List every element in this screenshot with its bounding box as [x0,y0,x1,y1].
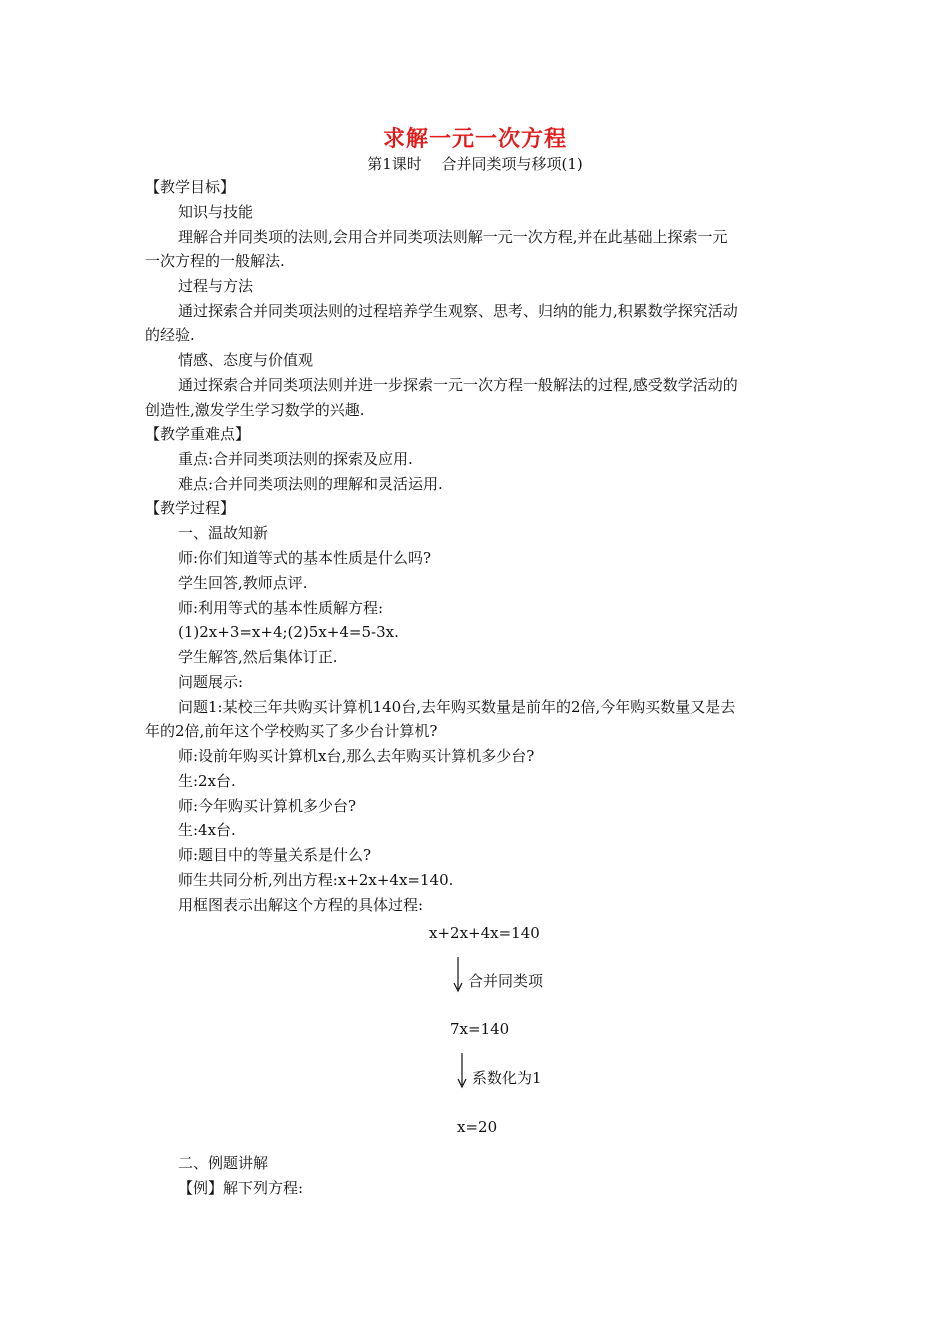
paragraph-line: 师:设前年购买计算机x台,那么去年购买计算机多少台? [178,747,535,765]
paragraph-line: 师生共同分析,列出方程:x+2x+4x=140. [178,871,454,889]
section-heading-objectives: 【教学目标】 [145,178,236,196]
paragraph-line: 师:利用等式的基本性质解方程: [178,599,384,617]
paragraph-line: 理解合并同类项的法则,会用合并同类项法则解一元一次方程,并在此基础上探索一元 [178,228,728,246]
paragraph-line: 的经验. [145,326,195,344]
paragraph-line: 师:今年购买计算机多少台? [178,797,357,815]
paragraph-line: 重点:合并同类项法则的探索及应用. [178,450,413,468]
paragraph-line: 学生回答,教师点评. [178,574,308,592]
paragraph-line: 一次方程的一般解法. [145,252,285,270]
flow-equation-1: x+2x+4x=140 [429,924,540,942]
paragraph-line: 生:4x台. [178,821,236,839]
paragraph-line: 年的2倍,前年这个学校购买了多少台计算机? [145,722,438,740]
flow-arrow-2 [455,1051,469,1091]
paragraph-line: 问题1:某校三年共购买计算机140台,去年购买数量是前年的2倍,今年购买数量又是去 [178,698,736,716]
example-label: 【例】解下列方程: [178,1179,304,1197]
section-heading-keypoints: 【教学重难点】 [145,425,251,443]
document-subtitle: 第1课时 合并同类项与移项(1) [367,155,583,173]
equation-line: (1)2x+3=x+4;(2)5x+4=5-3x. [178,623,399,641]
subheading-review: 一、温故知新 [178,524,269,542]
subheading-process: 过程与方法 [178,277,254,295]
flow-arrow-1 [451,955,465,995]
subheading-attitude: 情感、态度与价值观 [178,351,314,369]
paragraph-line: 生:2x台. [178,772,236,790]
paragraph-line: 用框图表示出解这个方程的具体过程: [178,896,424,914]
paragraph-line: 创造性,激发学生学习数学的兴趣. [145,401,365,419]
paragraph-line: 学生解答,然后集体订正. [178,648,338,666]
flow-step-coefficient: 系数化为1 [472,1069,542,1087]
document-title: 求解一元一次方程 [382,126,567,152]
subheading-knowledge: 知识与技能 [178,203,254,221]
section-heading-process: 【教学过程】 [145,499,236,517]
flow-equation-2: 7x=140 [450,1020,510,1038]
flow-equation-3: x=20 [457,1118,498,1136]
paragraph-line: 难点:合并同类项法则的理解和灵活运用. [178,475,443,493]
paragraph-line: 通过探索合并同类项法则并进一步探索一元一次方程一般解法的过程,感受数学活动的 [178,376,738,394]
paragraph-line: 师:题目中的等量关系是什么? [178,846,372,864]
paragraph-line: 师:你们知道等式的基本性质是什么吗? [178,549,432,567]
paragraph-line: 通过探索合并同类项法则的过程培养学生观察、思考、归纳的能力,积累数学探究活动 [178,302,738,320]
paragraph-line: 问题展示: [178,673,244,691]
subheading-examples: 二、例题讲解 [178,1154,269,1172]
flow-step-combine: 合并同类项 [468,972,544,990]
